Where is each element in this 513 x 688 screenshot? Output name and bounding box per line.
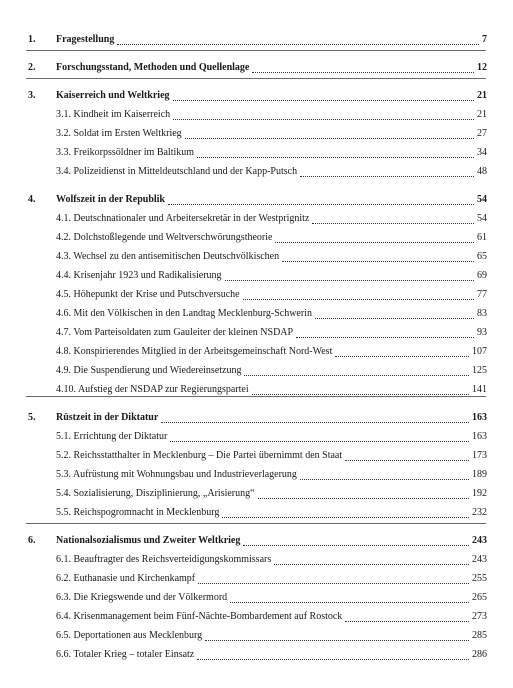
page-number: 163 bbox=[472, 431, 487, 442]
toc-section-entry[interactable] bbox=[0, 306, 513, 322]
dot-leader bbox=[170, 441, 469, 442]
dot-leader bbox=[243, 299, 474, 300]
toc-section-entry[interactable] bbox=[0, 126, 513, 142]
page-number: 77 bbox=[477, 289, 487, 300]
toc-section-entry[interactable] bbox=[0, 107, 513, 123]
dot-leader bbox=[197, 659, 469, 660]
dot-leader bbox=[345, 621, 469, 622]
entry-title: 4.5. Höhepunkt der Krise und Putschversuche bbox=[56, 289, 240, 300]
dot-leader bbox=[117, 44, 479, 45]
dot-leader bbox=[315, 318, 474, 319]
page-number: 255 bbox=[472, 573, 487, 584]
page-number: 93 bbox=[477, 327, 487, 338]
page-number: 27 bbox=[477, 128, 487, 139]
dot-leader bbox=[185, 138, 474, 139]
toc-section-entry[interactable] bbox=[0, 590, 513, 606]
page-number: 48 bbox=[477, 166, 487, 177]
toc-section-entry[interactable] bbox=[0, 647, 513, 663]
page-number: 107 bbox=[472, 346, 487, 357]
page-number: 141 bbox=[472, 384, 487, 395]
page-number: 54 bbox=[477, 213, 487, 224]
toc-section-entry[interactable] bbox=[0, 486, 513, 502]
entry-title: 6.2. Euthanasie und Kirchenkampf bbox=[56, 573, 196, 584]
toc-section-entry[interactable] bbox=[0, 382, 513, 398]
dot-leader bbox=[222, 517, 469, 518]
dot-leader bbox=[198, 583, 469, 584]
dot-leader bbox=[296, 337, 474, 338]
entry-title: 4.2. Dolchstoßlegende und Weltverschwörungstheorie bbox=[56, 232, 273, 243]
dot-leader bbox=[161, 422, 469, 423]
entry-title: 4.9. Die Suspendierung und Wiedereinsetzung bbox=[56, 365, 242, 376]
toc-chapter-entry[interactable] bbox=[0, 410, 513, 426]
dot-leader bbox=[173, 119, 474, 120]
entry-title: 4.8. Konspirierendes Mitglied in der Arbeitsgemeinschaft Nord-West bbox=[56, 346, 333, 357]
dot-leader bbox=[300, 176, 474, 177]
entry-title: 3.4. Polizeidienst in Mitteldeutschland und der Kapp-Putsch bbox=[56, 166, 298, 177]
dot-leader bbox=[243, 545, 469, 546]
page-number: 21 bbox=[477, 90, 487, 101]
entry-title: 6.5. Deportationen aus Mecklenburg bbox=[56, 630, 203, 641]
entry-title: 5.1. Errichtung der Diktatur bbox=[56, 431, 168, 442]
toc-chapter-entry[interactable] bbox=[0, 88, 513, 104]
dot-leader bbox=[335, 356, 469, 357]
page-number: 232 bbox=[472, 507, 487, 518]
dot-leader bbox=[312, 223, 474, 224]
page-number: 21 bbox=[477, 109, 487, 120]
dot-leader bbox=[258, 498, 469, 499]
dot-leader bbox=[274, 564, 469, 565]
chapter-number: 2. bbox=[28, 62, 36, 73]
entry-title: 6.3. Die Kriegswende und der Völkermord bbox=[56, 592, 228, 603]
entry-title: Nationalsozialismus und Zweiter Weltkrieg bbox=[56, 535, 241, 546]
entry-title: Wolfszeit in der Republik bbox=[56, 194, 165, 205]
dot-leader bbox=[205, 640, 469, 641]
page-number: 61 bbox=[477, 232, 487, 243]
page-number: 125 bbox=[472, 365, 487, 376]
toc-section-entry[interactable] bbox=[0, 211, 513, 227]
entry-title: 6.6. Totaler Krieg – totaler Einsatz bbox=[56, 649, 195, 660]
toc-section-entry[interactable] bbox=[0, 429, 513, 445]
page-number: 265 bbox=[472, 592, 487, 603]
entry-title: 5.3. Aufrüstung mit Wohnungsbau und Industrieverlagerung bbox=[56, 469, 297, 480]
page-number: 173 bbox=[472, 450, 487, 461]
toc-section-entry[interactable] bbox=[0, 552, 513, 568]
dot-leader bbox=[282, 261, 474, 262]
toc-section-entry[interactable] bbox=[0, 325, 513, 341]
entry-title: Kaiserreich und Weltkrieg bbox=[56, 90, 170, 101]
toc-section-entry[interactable] bbox=[0, 628, 513, 644]
toc-section-entry[interactable] bbox=[0, 249, 513, 265]
toc-section-entry[interactable] bbox=[0, 287, 513, 303]
dot-leader bbox=[230, 602, 469, 603]
page-number: 34 bbox=[477, 147, 487, 158]
dot-leader bbox=[275, 242, 474, 243]
page-number: 243 bbox=[472, 554, 487, 565]
page-number: 273 bbox=[472, 611, 487, 622]
dot-leader bbox=[300, 479, 469, 480]
toc-section-entry[interactable] bbox=[0, 145, 513, 161]
page-number: 286 bbox=[472, 649, 487, 660]
toc-section-entry[interactable] bbox=[0, 164, 513, 180]
entry-title: 4.4. Krisenjahr 1923 und Radikalisierung bbox=[56, 270, 222, 281]
separator-rule bbox=[26, 523, 486, 524]
entry-title: 4.1. Deutschnationaler und Arbeitersekretär in der Westprignitz bbox=[56, 213, 310, 224]
entry-title: 4.7. Vom Parteisoldaten zum Gauleiter der kleinen NSDAP bbox=[56, 327, 294, 338]
page-number: 285 bbox=[472, 630, 487, 641]
toc-section-entry[interactable] bbox=[0, 571, 513, 587]
page-number: 192 bbox=[472, 488, 487, 499]
dot-leader bbox=[173, 100, 474, 101]
entry-title: 4.3. Wechsel zu den antisemitischen Deutschvölkischen bbox=[56, 251, 280, 262]
separator-rule bbox=[26, 50, 486, 51]
chapter-number: 1. bbox=[28, 34, 36, 45]
dot-leader bbox=[252, 394, 469, 395]
entry-title: 3.1. Kindheit im Kaiserreich bbox=[56, 109, 171, 120]
entry-title: 6.4. Krisenmanagement beim Fünf-Nächte-Bombardement auf Rostock bbox=[56, 611, 343, 622]
toc-chapter-entry[interactable] bbox=[0, 533, 513, 549]
toc-section-entry[interactable] bbox=[0, 363, 513, 379]
page-number: 83 bbox=[477, 308, 487, 319]
entry-title: 6.1. Beauftragter des Reichsverteidigungskommissars bbox=[56, 554, 272, 565]
page-number: 54 bbox=[477, 194, 487, 205]
dot-leader bbox=[168, 204, 474, 205]
entry-title: 3.2. Soldat im Ersten Weltkrieg bbox=[56, 128, 182, 139]
entry-title: Fragestellung bbox=[56, 34, 115, 45]
toc-section-entry[interactable] bbox=[0, 505, 513, 521]
chapter-number: 6. bbox=[28, 535, 36, 546]
page-number: 189 bbox=[472, 469, 487, 480]
chapter-number: 3. bbox=[28, 90, 36, 101]
entry-title: 5.4. Sozialisierung, Disziplinierung, „Arisierung“ bbox=[56, 488, 255, 499]
dot-leader bbox=[252, 72, 474, 73]
chapter-number: 5. bbox=[28, 412, 36, 423]
entry-title: 5.2. Reichsstatthalter in Mecklenburg – Die Partei übernimmt den Staat bbox=[56, 450, 343, 461]
toc-chapter-entry[interactable] bbox=[0, 192, 513, 208]
separator-rule bbox=[26, 78, 486, 79]
dot-leader bbox=[225, 280, 474, 281]
toc-section-entry[interactable] bbox=[0, 230, 513, 246]
toc-section-entry[interactable] bbox=[0, 448, 513, 464]
page-number: 7 bbox=[482, 34, 487, 45]
dot-leader bbox=[197, 157, 474, 158]
dot-leader bbox=[244, 375, 469, 376]
page-number: 12 bbox=[477, 62, 487, 73]
page-number: 65 bbox=[477, 251, 487, 262]
toc-section-entry[interactable] bbox=[0, 609, 513, 625]
dot-leader bbox=[345, 460, 469, 461]
entry-title: 4.6. Mit den Völkischen in den Landtag Mecklenburg-Schwerin bbox=[56, 308, 312, 319]
entry-title: Rüstzeit in der Diktatur bbox=[56, 412, 159, 423]
entry-title: 5.5. Reichspogromnacht in Mecklenburg bbox=[56, 507, 220, 518]
toc-chapter-entry[interactable] bbox=[0, 32, 513, 48]
entry-title: 3.3. Freikorpssöldner im Baltikum bbox=[56, 147, 195, 158]
page-number: 243 bbox=[472, 535, 487, 546]
toc-section-entry[interactable] bbox=[0, 344, 513, 360]
entry-title: 4.10. Aufstieg der NSDAP zur Regierungspartei bbox=[56, 384, 249, 395]
toc-section-entry[interactable] bbox=[0, 467, 513, 483]
page-number: 69 bbox=[477, 270, 487, 281]
chapter-number: 4. bbox=[28, 194, 36, 205]
page-number: 163 bbox=[472, 412, 487, 423]
toc-section-entry[interactable] bbox=[0, 268, 513, 284]
entry-title: Forschungsstand, Methoden und Quellenlage bbox=[56, 62, 250, 73]
toc-chapter-entry[interactable] bbox=[0, 60, 513, 76]
